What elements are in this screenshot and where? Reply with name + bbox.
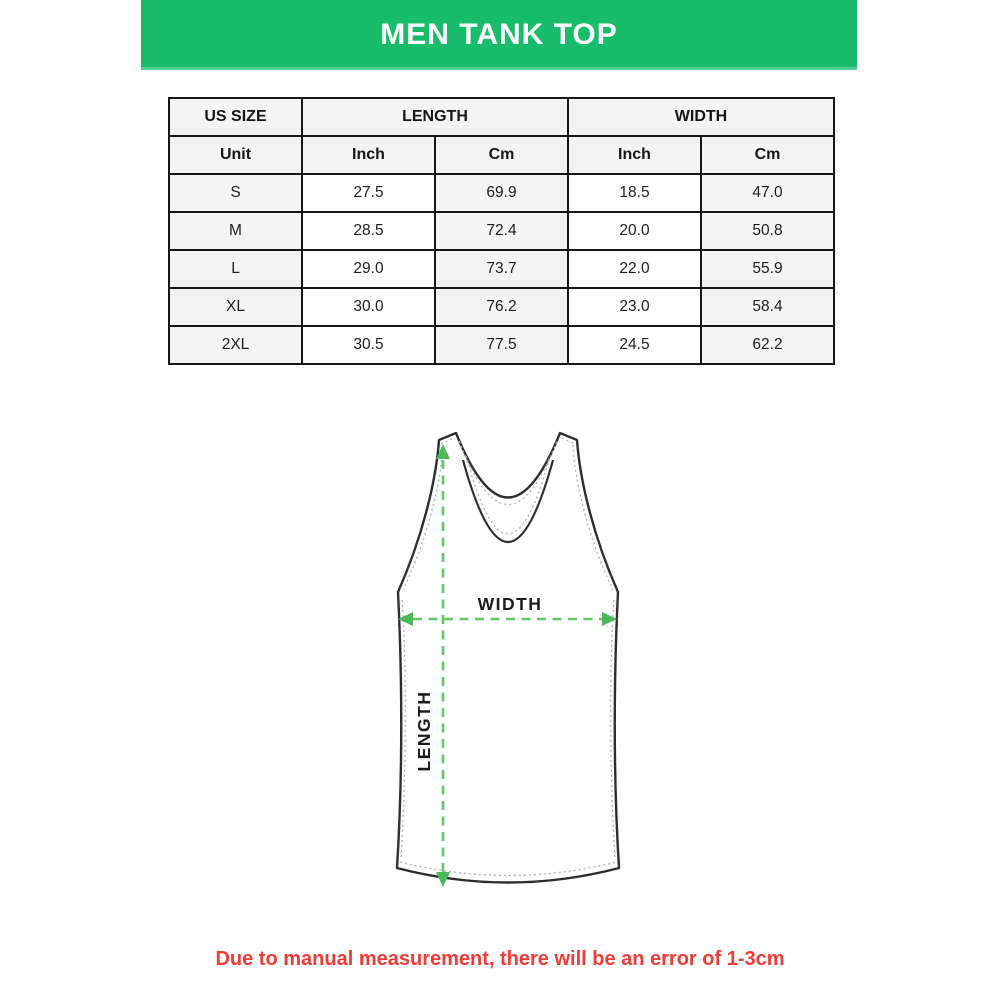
- width-inch-cell: 24.5: [568, 326, 701, 364]
- table-row: [169, 174, 834, 212]
- length-cm-cell: 69.9: [435, 174, 568, 212]
- size-cell: M: [169, 212, 302, 250]
- length-cm-cell: 77.5: [435, 326, 568, 364]
- col-header-us-size: US SIZE: [169, 98, 302, 136]
- table-row: [169, 212, 834, 250]
- width-cm-cell: 62.2: [701, 326, 834, 364]
- measurement-disclaimer: Due to manual measurement, there will be an error of 1-3cm: [215, 948, 785, 970]
- size-cell: S: [169, 174, 302, 212]
- size-cell: 2XL: [169, 326, 302, 364]
- length-inch-cell: 28.5: [302, 212, 435, 250]
- title-banner: [141, 0, 857, 70]
- length-inch-cell: 27.5: [302, 174, 435, 212]
- width-cm-cell: 58.4: [701, 288, 834, 326]
- width-inch-cell: 22.0: [568, 250, 701, 288]
- width-inch-cell: 18.5: [568, 174, 701, 212]
- size-chart-table: [168, 97, 835, 365]
- unit-length-cm: Cm: [435, 136, 568, 174]
- unit-length-inch: Inch: [302, 136, 435, 174]
- table-row: [169, 288, 834, 326]
- width-cm-cell: 50.8: [701, 212, 834, 250]
- length-inch-cell: 29.0: [302, 250, 435, 288]
- width-cm-cell: 55.9: [701, 250, 834, 288]
- unit-width-inch: Inch: [568, 136, 701, 174]
- group-header-row: [169, 98, 834, 136]
- size-cell: L: [169, 250, 302, 288]
- length-inch-cell: 30.0: [302, 288, 435, 326]
- tank-top-outline: [397, 433, 619, 883]
- width-dimension-label: WIDTH: [477, 594, 543, 614]
- unit-label: Unit: [169, 136, 302, 174]
- size-cell: XL: [169, 288, 302, 326]
- table-row: [169, 326, 834, 364]
- unit-header-row: [169, 136, 834, 174]
- length-cm-cell: 76.2: [435, 288, 568, 326]
- tank-top-diagram: [370, 420, 650, 900]
- table-row: [169, 250, 834, 288]
- unit-width-cm: Cm: [701, 136, 834, 174]
- col-header-length: LENGTH: [302, 98, 568, 136]
- width-inch-cell: 23.0: [568, 288, 701, 326]
- length-cm-cell: 72.4: [435, 212, 568, 250]
- length-inch-cell: 30.5: [302, 326, 435, 364]
- page-title: MEN TANK TOP: [380, 18, 618, 51]
- width-inch-cell: 20.0: [568, 212, 701, 250]
- length-cm-cell: 73.7: [435, 250, 568, 288]
- col-header-width: WIDTH: [568, 98, 834, 136]
- length-dimension-label: LENGTH: [414, 690, 434, 772]
- size-chart-container: [168, 97, 835, 365]
- width-cm-cell: 47.0: [701, 174, 834, 212]
